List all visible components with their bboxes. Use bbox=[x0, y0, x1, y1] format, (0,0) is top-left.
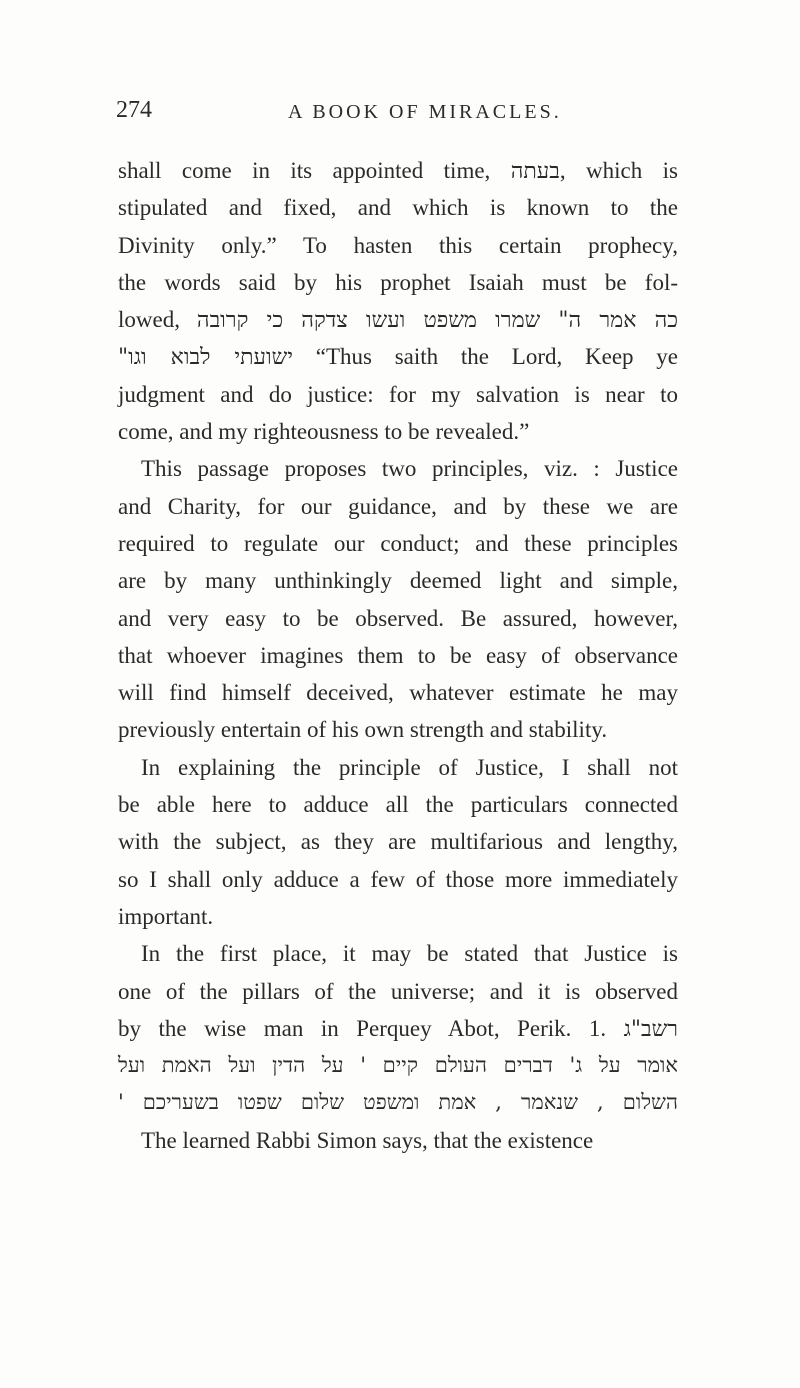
hebrew-line: השלום , שנאמר , אמת ומשפט שלום שפטו בשעריכם ' bbox=[118, 1090, 678, 1115]
hebrew-word: רשב"ג bbox=[623, 1016, 678, 1042]
page-number: 274 bbox=[116, 97, 152, 123]
text-line: In the first place, it may be stated that Justice is bbox=[141, 941, 678, 967]
text-span: , which is bbox=[559, 158, 678, 183]
text-line bbox=[118, 301, 678, 338]
hebrew-word: בעתה bbox=[510, 159, 560, 184]
text-line: previously entertain of his own strength and stability. bbox=[118, 717, 608, 743]
text-line: the words said by his prophet Isaiah must be fol- bbox=[118, 269, 678, 295]
text-line: required to regulate our conduct; and these principles bbox=[118, 530, 678, 556]
text-line: stipulated and fixed, and which is known to the bbox=[118, 195, 678, 221]
text-line: will find himself deceived, whatever estimate he may bbox=[118, 680, 678, 706]
text-span: “Thus saith the Lord, Keep ye bbox=[315, 344, 678, 370]
text-line: that whoever imagines them to be easy of observance bbox=[118, 642, 678, 668]
text-line: are by many unthinkingly deemed light and simple, bbox=[118, 568, 678, 594]
text-span: lowed, bbox=[118, 307, 180, 333]
text-line: judgment and do justice: for my salvation is near to bbox=[118, 381, 678, 407]
text-line bbox=[118, 338, 678, 375]
text-line bbox=[118, 152, 678, 189]
running-title: A BOOK OF MIRACLES. bbox=[288, 101, 562, 123]
text-line: and very easy to be observed. Be assured, however, bbox=[118, 605, 678, 631]
text-line: In explaining the principle of Justice, I shall not bbox=[141, 754, 678, 780]
text-line bbox=[118, 1010, 678, 1047]
text-line: come, and my righteousness to be revealed.” bbox=[118, 419, 530, 445]
text-line: so I shall only adduce a few of those more immediately bbox=[118, 866, 678, 892]
text-line: one of the pillars of the universe; and it is observed bbox=[118, 978, 678, 1004]
text-line: This passage proposes two principles, viz. : Justice bbox=[141, 456, 678, 482]
text-span: shall come in its appointed time, bbox=[118, 158, 491, 183]
hebrew-line: אומר על ג' דברים העולם קיים ' על הדין ועל האמת ועל bbox=[118, 1053, 678, 1078]
text-line: The learned Rabbi Simon says, that the existence bbox=[141, 1127, 594, 1153]
text-line: Divinity only.” To hasten this certain prophecy, bbox=[118, 232, 678, 258]
text-span: by the wise man in Perquey Abot, Perik. 1. bbox=[118, 1015, 607, 1041]
text-line: with the subject, as they are multifarious and lengthy, bbox=[118, 829, 678, 855]
body-text bbox=[118, 152, 678, 1159]
page-header bbox=[116, 97, 670, 137]
hebrew-quote: כה אמר ה" שמרו משפט ועשו צדקה כי קרובה bbox=[196, 308, 678, 334]
text-line: important. bbox=[118, 903, 214, 929]
text-line: and Charity, for our guidance, and by these we are bbox=[118, 493, 678, 519]
text-line: be able here to adduce all the particulars connected bbox=[118, 792, 678, 818]
hebrew-quote: ישועתי לבוא וגו" bbox=[118, 345, 293, 371]
